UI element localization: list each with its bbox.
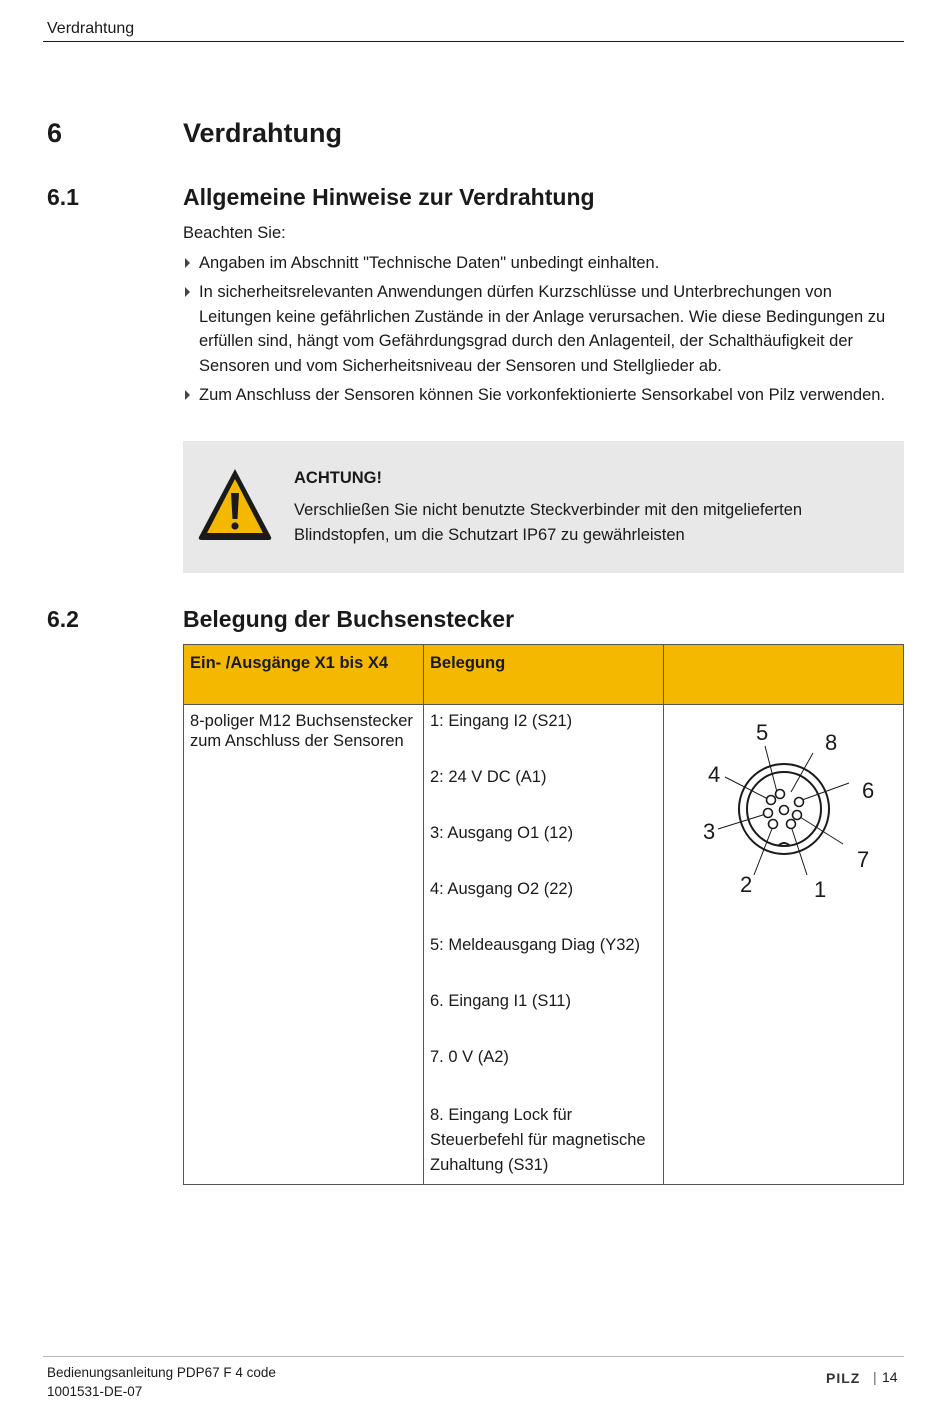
table-row bbox=[184, 705, 904, 1185]
pin-7: 7. 0 V (A2) bbox=[430, 1048, 509, 1066]
pin-hole-8 bbox=[780, 806, 789, 815]
pin-hole-1 bbox=[787, 820, 796, 829]
section-6-2-number: 6.2 bbox=[47, 606, 79, 632]
footer-separator: | bbox=[873, 1369, 877, 1385]
pin-6: 6. Eingang I1 (S11) bbox=[430, 992, 571, 1010]
footer-doc-number: 1001531-DE-07 bbox=[47, 1384, 143, 1399]
leader-line-1 bbox=[791, 826, 807, 875]
footer-doc-title: Bedienungsanleitung PDP67 F 4 code bbox=[47, 1365, 276, 1380]
pin-hole-5 bbox=[776, 790, 785, 799]
bullet-text: In sicherheitsrelevanten Anwendungen dürfen Kurzschlüsse und Unterbrechungen von Leitungen keine gefährlichen Zustände in der Anlage verursachen. Wie diese Bedingungen zu erfüllen sind, hängt vom Gefährdungsgrad durch den Anlagenteil, der Schalthäufigkeit der Sensoren und vom Sicherheitsniveau der Sensoren und Stellglieder ab. bbox=[199, 283, 886, 375]
diagram-label-5: 5 bbox=[756, 720, 769, 745]
bullet-text: Zum Anschluss der Sensoren können Sie vorkonfektionierte Sensorkabel von Pilz verwenden. bbox=[199, 386, 886, 404]
bullet-arrow-icon bbox=[185, 287, 190, 297]
table-header-row bbox=[184, 645, 904, 705]
intro-text: Beachten Sie: bbox=[183, 224, 286, 242]
footer-rule bbox=[43, 1356, 904, 1357]
header-rule bbox=[43, 41, 904, 42]
bullet-arrow-icon bbox=[185, 258, 190, 268]
diagram-label-1: 1 bbox=[814, 877, 827, 901]
bullet-item bbox=[183, 280, 898, 378]
connector-description: 8-poliger M12 Buchsenstecker zum Anschluss der Sensoren bbox=[184, 705, 424, 1185]
header-assignment: Belegung bbox=[424, 645, 664, 705]
section-6-number: 6 bbox=[47, 118, 63, 148]
diagram-label-4: 4 bbox=[708, 762, 721, 787]
pin-3: 3: Ausgang O1 (12) bbox=[430, 824, 574, 842]
leader-line-7 bbox=[800, 817, 843, 844]
page-number: 14 bbox=[882, 1369, 898, 1385]
m12-connector-diagram bbox=[670, 711, 898, 901]
pin-hole-3 bbox=[764, 809, 773, 818]
pin-holes bbox=[764, 790, 804, 829]
pin-8: 8. Eingang Lock für Steuerbefehl für magnetische Zuhaltung (S31) bbox=[430, 1106, 646, 1174]
pin-assignment-table bbox=[183, 644, 904, 1185]
pin-hole-6 bbox=[795, 798, 804, 807]
pin-hole-2 bbox=[769, 820, 778, 829]
diagram-label-7: 7 bbox=[857, 847, 870, 872]
section-6-1-number: 6.1 bbox=[47, 184, 79, 210]
running-header: Verdrahtung bbox=[47, 20, 135, 37]
leader-line-6 bbox=[802, 783, 849, 800]
warning-text: Verschließen Sie nicht benutzte Steckverbinder mit den mitgelieferten Blindstopfen, um die Schutzart IP67 zu gewährleisten bbox=[294, 501, 803, 544]
pin-5: 5: Meldeausgang Diag (Y32) bbox=[430, 936, 641, 954]
pin-list bbox=[424, 705, 664, 1185]
diagram-label-8: 8 bbox=[825, 730, 838, 755]
diagram-label-3: 3 bbox=[703, 819, 716, 844]
diagram-label-2: 2 bbox=[740, 872, 753, 897]
section-6-1-title: Allgemeine Hinweise zur Verdrahtung bbox=[183, 184, 595, 210]
warning-triangle-icon bbox=[196, 465, 274, 543]
pin-1: 1: Eingang I2 (S21) bbox=[430, 712, 573, 730]
leader-line-5 bbox=[765, 746, 777, 792]
diagram-label-6: 6 bbox=[862, 778, 875, 803]
header-io: Ein- /Ausgänge X1 bis X4 bbox=[184, 645, 424, 705]
pin-4: 4: Ausgang O2 (22) bbox=[430, 880, 574, 898]
warning-title: ACHTUNG! bbox=[294, 469, 382, 487]
warning-box bbox=[183, 441, 904, 573]
pin-hole-4 bbox=[767, 796, 776, 805]
header-diagram bbox=[664, 645, 904, 705]
section-6-2-title: Belegung der Buchsenstecker bbox=[183, 606, 515, 632]
pin-hole-7 bbox=[793, 811, 802, 820]
section-6-title: Verdrahtung bbox=[183, 118, 343, 148]
pilz-logo: PILZ bbox=[826, 1370, 861, 1386]
footer-document-info bbox=[47, 1363, 276, 1401]
connector-diagram-cell bbox=[664, 705, 904, 1185]
bullet-item bbox=[183, 251, 898, 276]
pin-2: 2: 24 V DC (A1) bbox=[430, 768, 547, 786]
bullet-text: Angaben im Abschnitt "Technische Daten" unbedingt einhalten. bbox=[199, 254, 660, 272]
bullet-arrow-icon bbox=[185, 390, 190, 400]
bullet-item bbox=[183, 383, 898, 408]
